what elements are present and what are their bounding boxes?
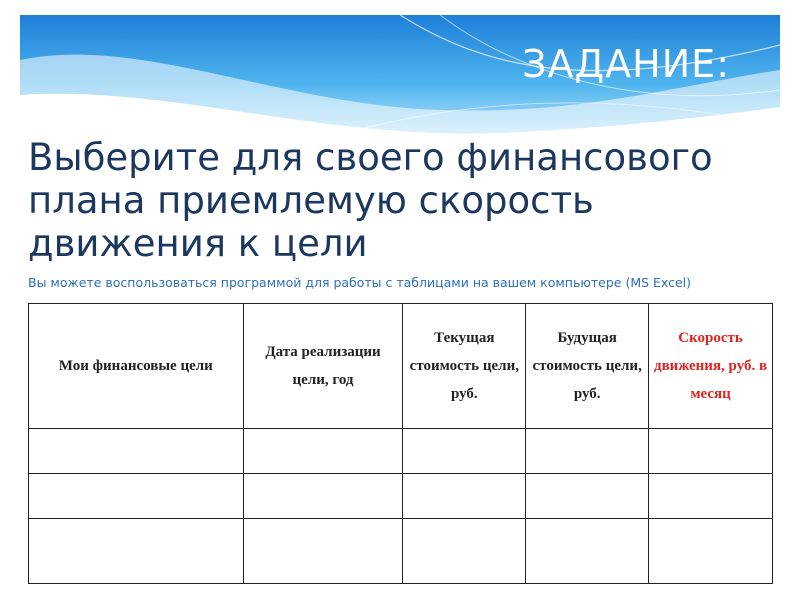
task-label: ЗАДАНИЕ: [522, 42, 730, 86]
table-cell[interactable] [526, 519, 649, 584]
table-cell[interactable] [649, 429, 773, 474]
table-row [29, 519, 773, 584]
table-cell[interactable] [403, 429, 526, 474]
table-cell[interactable] [403, 474, 526, 519]
table-cell[interactable] [649, 519, 773, 584]
table-cell[interactable] [243, 519, 403, 584]
table-cell[interactable] [649, 474, 773, 519]
table-row [29, 474, 773, 519]
header-date: Дата реализации цели, год [243, 304, 403, 429]
table-cell[interactable] [29, 429, 244, 474]
header-future-cost: Будущая стоимость цели, руб. [526, 304, 649, 429]
table-cell[interactable] [29, 519, 244, 584]
table-cell[interactable] [526, 474, 649, 519]
table-cell[interactable] [243, 474, 403, 519]
table-cell[interactable] [29, 474, 244, 519]
table-cell[interactable] [243, 429, 403, 474]
header-speed: Скорость движения, руб. в месяц [649, 304, 773, 429]
table-cell[interactable] [403, 519, 526, 584]
slide-headline: Выберите для своего финансового плана приемлемую скорость движения к цели [28, 136, 713, 265]
hint-text: Вы можете воспользоваться программой для работы с таблицами на вашем компьютере (MS Excel) [28, 275, 692, 290]
header-goals: Мои финансовые цели [29, 304, 244, 429]
table-cell[interactable] [526, 429, 649, 474]
header-current-cost: Текущая стоимость цели, руб. [403, 304, 526, 429]
table-row [29, 429, 773, 474]
table-header-row [29, 304, 773, 429]
financial-goals-table [28, 303, 773, 584]
